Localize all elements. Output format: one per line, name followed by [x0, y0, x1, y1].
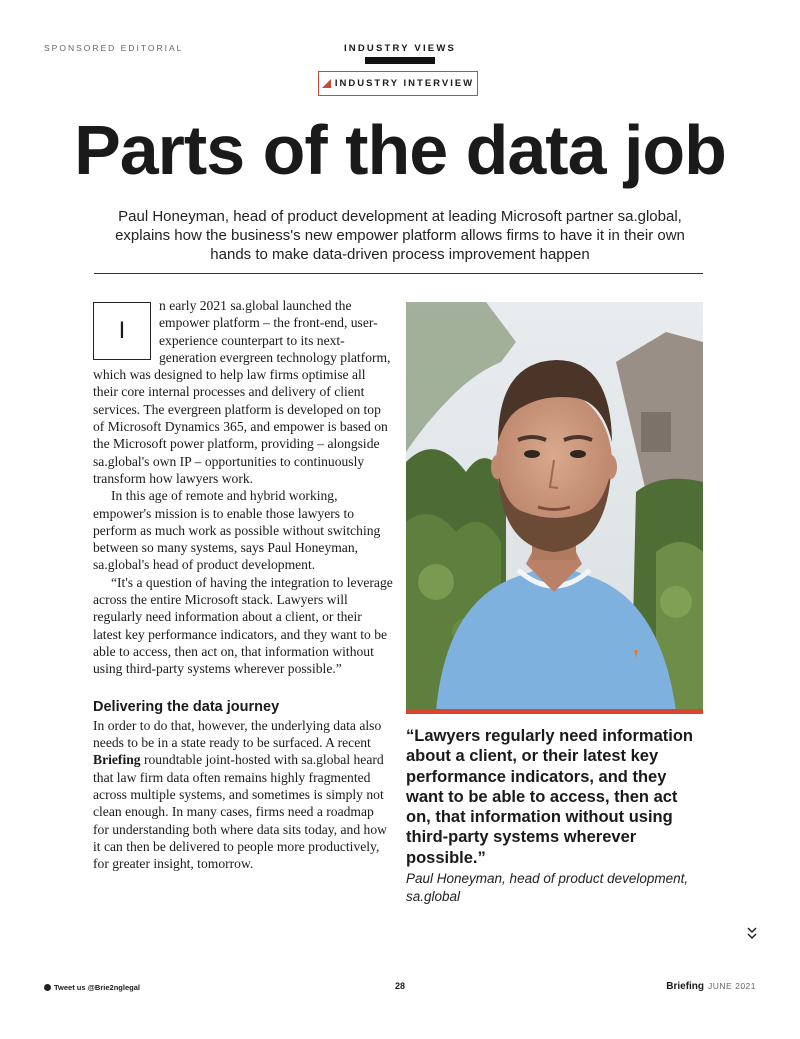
briefing-brand-word: Briefing [93, 752, 141, 768]
interview-tag-label: INDUSTRY INTERVIEW [334, 78, 475, 89]
portrait-photo [406, 302, 703, 711]
drop-cap: I [93, 302, 151, 360]
double-chevron-down-icon[interactable] [744, 924, 760, 942]
paragraph-1 [93, 297, 393, 487]
footer-date: JUNE 2021 [708, 981, 756, 991]
quote-attribution: Paul Honeyman, head of product development, sa.global [406, 871, 689, 904]
page-number: 28 [394, 981, 405, 991]
footer-brand: Briefing [666, 981, 705, 992]
paragraph-3: “It's a question of having the integration to leverage across the entire Microsoft stack. Lawyers will regularly need information about a client, or their latest key performance indicators, and they want to be able to access, then act on, that information without using third-party systems wherever possible.” [93, 574, 393, 677]
twitter-handle[interactable] [44, 983, 140, 992]
page-title: Parts of the data job [74, 111, 726, 189]
standfirst: Paul Honeyman, head of product development at leading Microsoft partner sa.global, explains how the business's new empower platform allows firms to have it in their own hands to make data-driven process improvement happen [115, 208, 685, 263]
paragraph-4 [93, 717, 393, 873]
sponsored-label: SPONSORED EDITORIAL [44, 43, 184, 53]
pull-quote: “Lawyers regularly need information about a client, or their latest key performance indicators, and they want to be able to access, then act on, that information without using third-party systems wherever possible.” [406, 727, 693, 867]
article-body [93, 297, 393, 873]
twitter-handle-text: Tweet us @Brie2nglegal [54, 983, 140, 992]
interview-tag [318, 71, 478, 96]
section-subhead: Delivering the data journey [93, 698, 280, 715]
triangle-icon [322, 79, 331, 88]
twitter-icon [44, 984, 51, 991]
paragraph-1-text: n early 2021 sa.global launched the empower platform – the front-end, user-experience counterpart to its next-generation evergreen technology platform, which was designed to help law firms optimise all their core internal processes and delivery of client services. The evergreen platform is developed on top of Microsoft Dynamics 365, and empower is based on the Microsoft power platform, providing – alongside sa.global's own IP – opportunities to continuously transform how lawyers work. [93, 298, 391, 486]
paragraph-4-text-start: In order to do that, however, the underlying data also needs to be in a state ready to be surfaced. A recent [93, 717, 382, 751]
section-bar [365, 57, 435, 64]
divider [94, 273, 703, 274]
paragraph-4-text-end: roundtable joint-hosted with sa.global heard that law firm data often remains highly fragmented across multiple systems, and sometimes is simply not clean enough. In many cases, firms need a roadmap for understanding both where data sits today, and how it can then be delivered to people more productively, for greater insight, tomorrow. [93, 752, 387, 872]
paragraph-2: In this age of remote and hybrid working, empower's mission is to enable those lawyers to perform as much work as possible without switching between so many systems, says Paul Honeyman, sa.global's head of product development. [93, 488, 381, 573]
photo-accent-bar [406, 709, 703, 714]
section-label: INDUSTRY VIEWS [343, 43, 457, 54]
footer-masthead [666, 981, 756, 992]
